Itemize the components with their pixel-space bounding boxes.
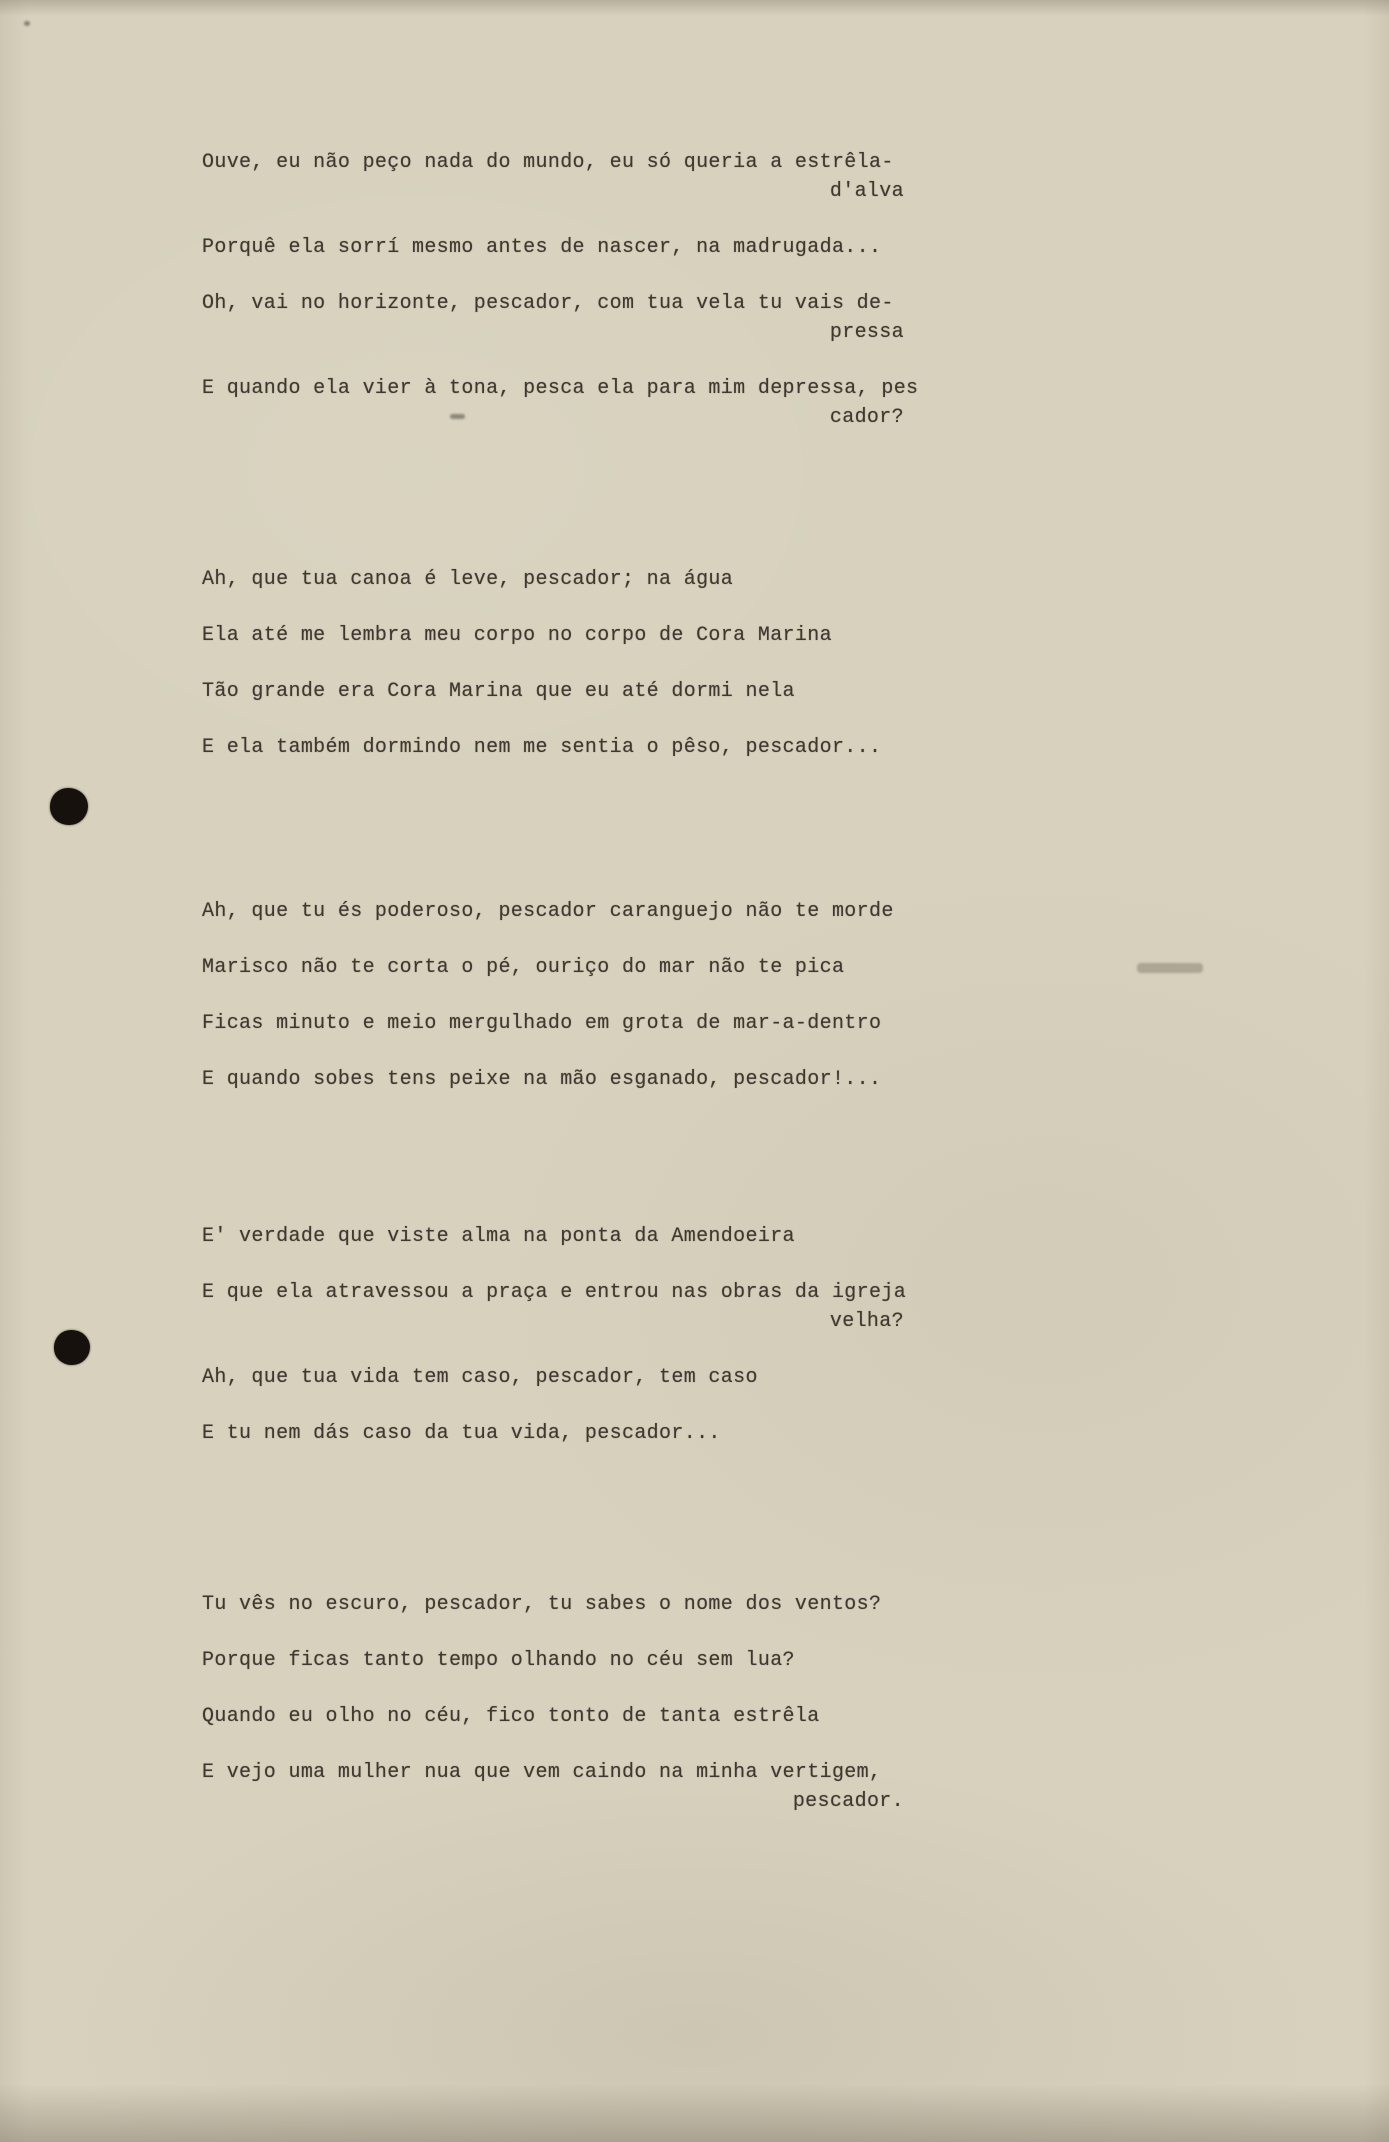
ink-blot [54,1330,90,1365]
poem-line: Porque ficas tanto tempo olhando no céu sem lua? [202,1649,795,1672]
poem-line-continuation: d'alva [829,180,904,203]
poem-line: E quando sobes tens peixe na mão esganado, pescador!... [202,1068,882,1091]
stanza-2 [202,565,908,762]
ink-blot [50,788,88,825]
poem-line: Porquê ela sorrí mesmo antes de nascer, na madrugada... [202,236,882,259]
poem-line: Ah, que tua vida tem caso, pescador, tem caso [202,1366,758,1389]
stray-typewriter-mark [450,414,465,419]
stanza-3 [202,897,908,1094]
paper-speck [24,21,30,26]
poem-line: Tu vês no escuro, pescador, tu sabes o nome dos ventos? [202,1593,882,1616]
poem-line: Ela até me lembra meu corpo no corpo de Cora Marina [202,624,832,647]
poem-line: Tão grande era Cora Marina que eu até dormi nela [202,680,795,703]
paper-smudge [1137,963,1203,973]
poem-line-continuation: pescador. [792,1790,904,1813]
poem-line: Oh, vai no horizonte, pescador, com tua vela tu vais de- [202,292,894,315]
poem-line: E ela também dormindo nem me sentia o pêso, pescador... [202,736,882,759]
poem-line: E que ela atravessou a praça e entrou nas obras da igreja [202,1281,907,1304]
poem-line: Ah, que tu és poderoso, pescador caranguejo não te morde [202,900,894,923]
poem-line: E tu nem dás caso da tua vida, pescador... [202,1422,721,1445]
poem-line: E vejo uma mulher nua que vem caindo na minha vertigem, [202,1761,882,1784]
stanza-4 [202,1222,908,1448]
poem-line: Quando eu olho no céu, fico tonto de tanta estrêla [202,1705,820,1728]
poem-line: Marisco não te corta o pé, ouriço do mar não te pica [202,956,845,979]
poem-line: E' verdade que viste alma na ponta da Amendoeira [202,1225,795,1248]
poem-line: Ah, que tua canoa é leve, pescador; na água [202,568,734,591]
poem-line: Ficas minuto e meio mergulhado em grota de mar-a-dentro [202,1012,882,1035]
poem-line: E quando ela vier à tona, pesca ela para mim depressa, pes [202,377,919,400]
poem-line: Ouve, eu não peço nada do mundo, eu só queria a estrêla- [202,151,894,174]
poem-line-continuation: cador? [829,406,904,429]
poem-line-continuation: velha? [829,1310,904,1333]
stanza-1 [202,148,919,432]
stanza-5 [202,1590,908,1816]
poem-line-continuation: pressa [829,321,904,344]
